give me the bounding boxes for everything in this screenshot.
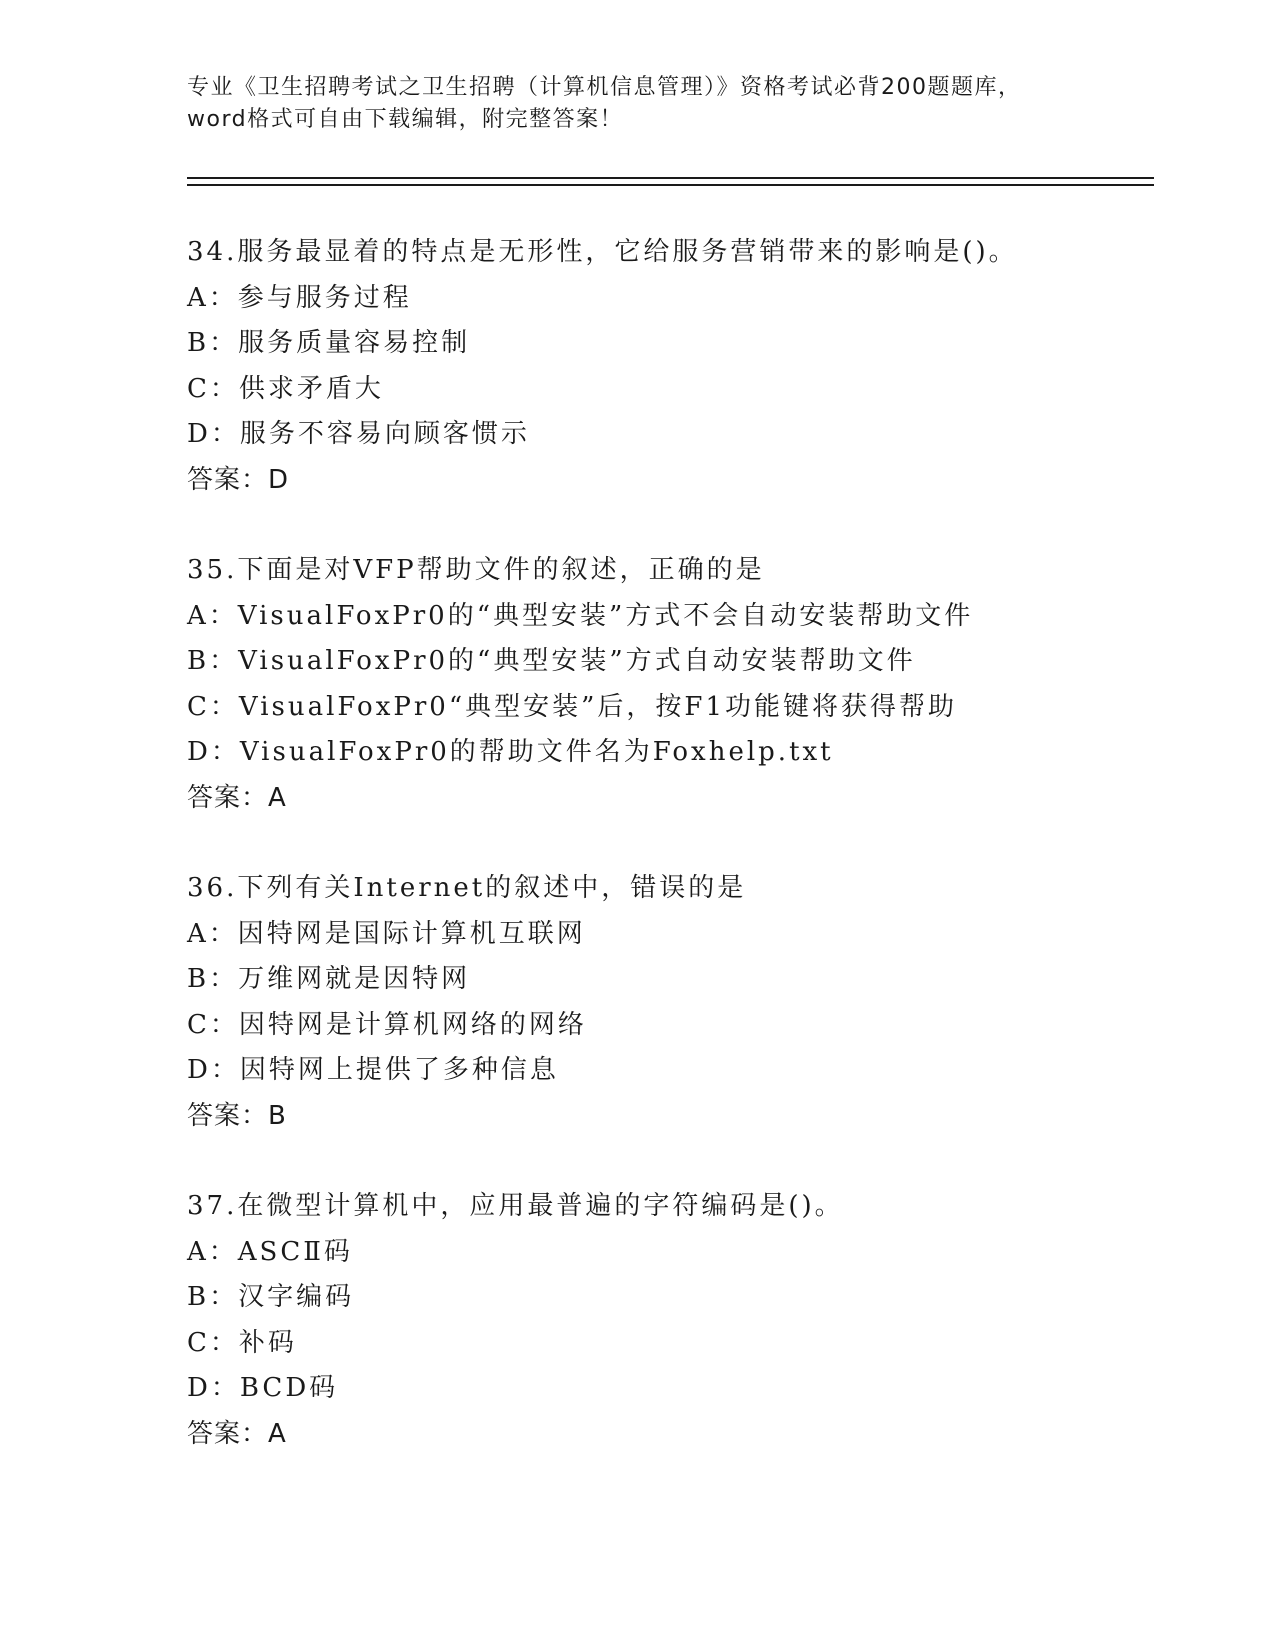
option-d: D：因特网上提供了多种信息 bbox=[187, 1055, 559, 1085]
option-a: A：参与服务过程 bbox=[187, 282, 412, 313]
question-35 bbox=[187, 548, 1147, 821]
question-stem: 35.下面是对VFP帮助文件的叙述，正确的是 bbox=[187, 555, 765, 585]
document-header bbox=[187, 72, 1087, 136]
option-d: D：VisualFoxPr0的帮助文件名为Foxhelp.txt bbox=[187, 737, 834, 767]
question-36 bbox=[187, 866, 1147, 1139]
option-d: D：服务不容易向顾客惯示 bbox=[187, 419, 530, 449]
option-c: C：因特网是计算机网络的网络 bbox=[187, 1009, 587, 1040]
option-d: D：BCD码 bbox=[187, 1373, 339, 1403]
question-stem: 34.服务最显着的特点是无形性，它给服务营销带来的影响是()。 bbox=[187, 237, 1018, 267]
header-subtitle-line: word格式可自由下载编辑，附完整答案！ bbox=[187, 107, 624, 132]
option-c: C：供求矛盾大 bbox=[187, 373, 384, 404]
option-b: B：VisualFoxPr0的“典型安装”方式自动安装帮助文件 bbox=[187, 646, 916, 676]
answer-line: 答案：D bbox=[187, 464, 290, 495]
answer-line: 答案：B bbox=[187, 1100, 287, 1131]
header-divider-top bbox=[187, 177, 1154, 179]
option-a: A：VisualFoxPr0的“典型安装”方式不会自动安装帮助文件 bbox=[187, 600, 974, 631]
option-c: C：VisualFoxPr0“典型安装”后，按F1功能键将获得帮助 bbox=[187, 691, 957, 722]
answer-line: 答案：A bbox=[187, 782, 287, 813]
question-stem: 37.在微型计算机中，应用最普遍的字符编码是()。 bbox=[187, 1191, 844, 1221]
option-a: A：ASCⅡ码 bbox=[187, 1236, 353, 1267]
option-a: A：因特网是国际计算机互联网 bbox=[187, 918, 586, 949]
question-37 bbox=[187, 1184, 1147, 1457]
header-title-line: 专业《卫生招聘考试之卫生招聘（计算机信息管理）》资格考试必背200题题库， bbox=[187, 75, 1022, 100]
option-b: B：服务质量容易控制 bbox=[187, 328, 471, 358]
option-c: C：补码 bbox=[187, 1327, 297, 1358]
option-b: B：万维网就是因特网 bbox=[187, 964, 471, 994]
question-stem: 36.下列有关Internet的叙述中，错误的是 bbox=[187, 873, 747, 903]
question-34 bbox=[187, 230, 1147, 503]
option-b: B：汉字编码 bbox=[187, 1282, 355, 1312]
answer-line: 答案：A bbox=[187, 1418, 287, 1449]
header-divider-bottom bbox=[187, 184, 1154, 186]
